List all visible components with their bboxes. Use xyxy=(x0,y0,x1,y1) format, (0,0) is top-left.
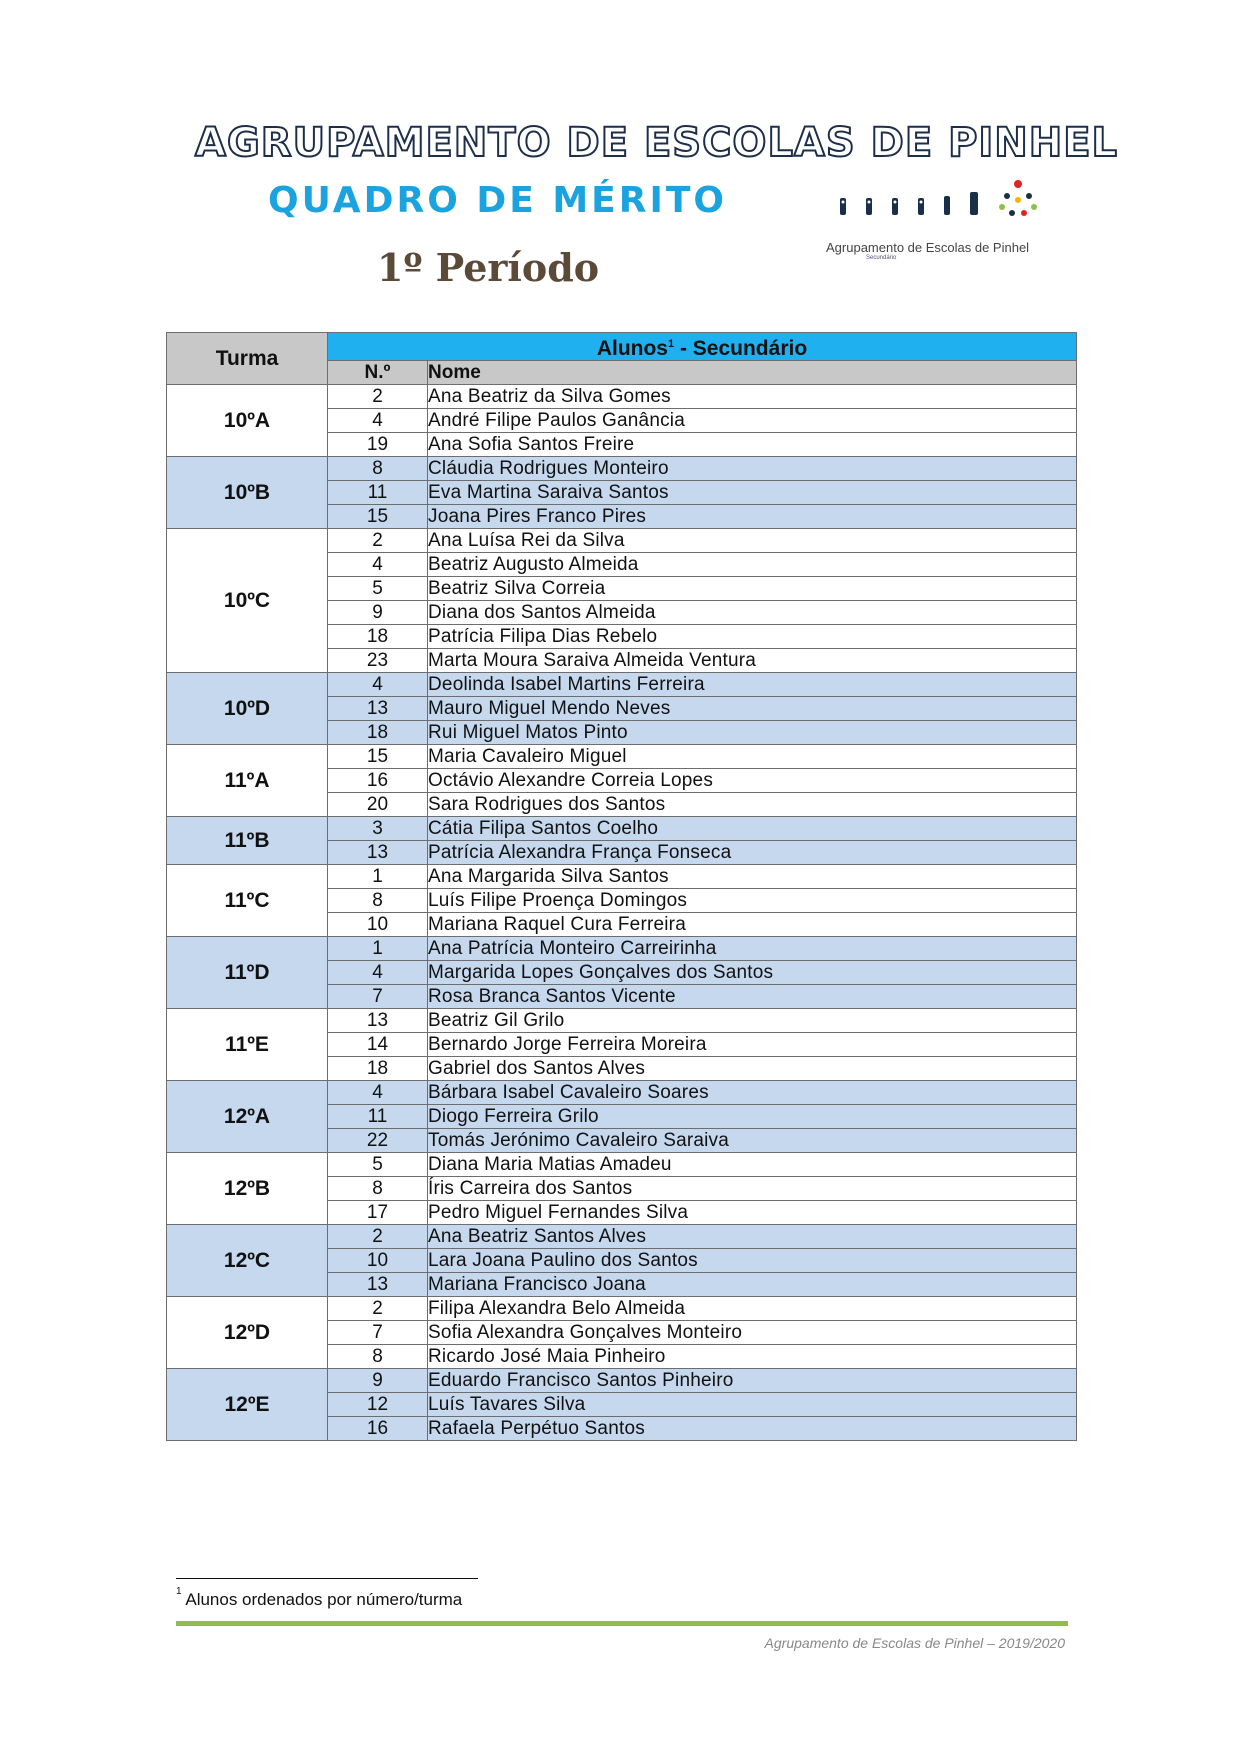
student-name: Sara Rodrigues dos Santos xyxy=(428,793,1077,817)
footnote-number: 1 xyxy=(176,1586,182,1598)
table-row xyxy=(167,1369,1077,1393)
student-name: Beatriz Augusto Almeida xyxy=(428,553,1077,577)
footnote-ref: 1 xyxy=(668,338,675,350)
footer-divider xyxy=(176,1621,1068,1626)
student-number: 13 xyxy=(328,1273,428,1297)
student-name: Luís Tavares Silva xyxy=(428,1393,1077,1417)
student-name: Lara Joana Paulino dos Santos xyxy=(428,1249,1077,1273)
alunos-header-label: Alunos xyxy=(596,337,668,360)
student-name: Rafaela Perpétuo Santos xyxy=(428,1417,1077,1441)
student-name: Gabriel dos Santos Alves xyxy=(428,1057,1077,1081)
student-number: 23 xyxy=(328,649,428,673)
student-name: Patrícia Alexandra França Fonseca xyxy=(428,841,1077,865)
student-number: 2 xyxy=(328,1225,428,1249)
student-number: 16 xyxy=(328,1417,428,1441)
student-number: 13 xyxy=(328,841,428,865)
alunos-header-suffix: - Secundário xyxy=(674,337,808,360)
student-number: 18 xyxy=(328,625,428,649)
student-number: 8 xyxy=(328,1177,428,1201)
student-name: Ana Margarida Silva Santos xyxy=(428,865,1077,889)
student-name: Rui Miguel Matos Pinto xyxy=(428,721,1077,745)
student-name: Bárbara Isabel Cavaleiro Soares xyxy=(428,1081,1077,1105)
student-name: Eduardo Francisco Santos Pinheiro xyxy=(428,1369,1077,1393)
number-header: N.º xyxy=(328,361,428,385)
turma-cell: 10ºD xyxy=(167,673,328,745)
student-name: Pedro Miguel Fernandes Silva xyxy=(428,1201,1077,1225)
table-row xyxy=(167,673,1077,697)
student-name: Maria Cavaleiro Miguel xyxy=(428,745,1077,769)
student-name: Mariana Francisco Joana xyxy=(428,1273,1077,1297)
turma-group xyxy=(167,745,1077,817)
student-number: 4 xyxy=(328,1081,428,1105)
footnote-text: Alunos ordenados por número/turma xyxy=(185,1590,463,1609)
student-number: 7 xyxy=(328,1321,428,1345)
turma-group xyxy=(167,1081,1077,1153)
table-row xyxy=(167,937,1077,961)
student-name: Ana Patrícia Monteiro Carreirinha xyxy=(428,937,1077,961)
student-number: 5 xyxy=(328,1153,428,1177)
student-number: 13 xyxy=(328,1009,428,1033)
table-row xyxy=(167,1081,1077,1105)
logo-subcaption: Secundário xyxy=(866,255,897,261)
student-number: 11 xyxy=(328,1105,428,1129)
student-number: 4 xyxy=(328,673,428,697)
student-number: 15 xyxy=(328,745,428,769)
table-row xyxy=(167,817,1077,841)
student-number: 8 xyxy=(328,1345,428,1369)
turma-group xyxy=(167,1297,1077,1369)
turma-group xyxy=(167,673,1077,745)
turma-group xyxy=(167,1153,1077,1225)
student-number: 9 xyxy=(328,601,428,625)
turma-cell: 10ºB xyxy=(167,457,328,529)
student-name: Ana Luísa Rei da Silva xyxy=(428,529,1077,553)
student-name: Diana dos Santos Almeida xyxy=(428,601,1077,625)
student-name: Ana Beatriz da Silva Gomes xyxy=(428,385,1077,409)
logo-caption: Agrupamento de Escolas de Pinhel xyxy=(826,240,1030,255)
student-number: 8 xyxy=(328,889,428,913)
student-number: 18 xyxy=(328,721,428,745)
student-name: Joana Pires Franco Pires xyxy=(428,505,1077,529)
footnote-divider xyxy=(176,1578,478,1579)
student-name: Octávio Alexandre Correia Lopes xyxy=(428,769,1077,793)
student-number: 18 xyxy=(328,1057,428,1081)
turma-cell: 12ºC xyxy=(167,1225,328,1297)
turma-group xyxy=(167,1369,1077,1441)
student-name: Deolinda Isabel Martins Ferreira xyxy=(428,673,1077,697)
student-number: 17 xyxy=(328,1201,428,1225)
student-number: 22 xyxy=(328,1129,428,1153)
student-number: 2 xyxy=(328,385,428,409)
student-number: 8 xyxy=(328,457,428,481)
turma-cell: 10ºC xyxy=(167,529,328,673)
turma-cell: 11ºD xyxy=(167,937,328,1009)
turma-group xyxy=(167,1225,1077,1297)
student-number: 19 xyxy=(328,433,428,457)
student-number: 10 xyxy=(328,913,428,937)
turma-cell: 12ºE xyxy=(167,1369,328,1441)
student-number: 1 xyxy=(328,937,428,961)
turma-group xyxy=(167,817,1077,865)
turma-cell: 10ºA xyxy=(167,385,328,457)
student-number: 11 xyxy=(328,481,428,505)
student-name: Cátia Filipa Santos Coelho xyxy=(428,817,1077,841)
turma-header: Turma xyxy=(167,333,328,385)
period-title: 1º Período xyxy=(377,245,600,290)
turma-cell: 11ºE xyxy=(167,1009,328,1081)
student-number: 4 xyxy=(328,409,428,433)
student-number: 16 xyxy=(328,769,428,793)
table-row xyxy=(167,385,1077,409)
table-row xyxy=(167,1225,1077,1249)
student-number: 2 xyxy=(328,529,428,553)
alunos-header xyxy=(328,333,1077,361)
student-name: Bernardo Jorge Ferreira Moreira xyxy=(428,1033,1077,1057)
name-header: Nome xyxy=(428,361,1077,385)
student-number: 2 xyxy=(328,1297,428,1321)
student-number: 15 xyxy=(328,505,428,529)
student-name: Diana Maria Matias Amadeu xyxy=(428,1153,1077,1177)
student-number: 20 xyxy=(328,793,428,817)
turma-cell: 11ºC xyxy=(167,865,328,937)
turma-cell: 11ºB xyxy=(167,817,328,865)
merit-table xyxy=(166,332,1077,1441)
student-number: 14 xyxy=(328,1033,428,1057)
student-name: Tomás Jerónimo Cavaleiro Saraiva xyxy=(428,1129,1077,1153)
school-title: AGRUPAMENTO DE ESCOLAS DE PINHEL xyxy=(195,120,1119,166)
table-row xyxy=(167,1297,1077,1321)
student-name: Diogo Ferreira Grilo xyxy=(428,1105,1077,1129)
student-name: Íris Carreira dos Santos xyxy=(428,1177,1077,1201)
student-name: Marta Moura Saraiva Almeida Ventura xyxy=(428,649,1077,673)
student-name: Filipa Alexandra Belo Almeida xyxy=(428,1297,1077,1321)
turma-cell: 12ºB xyxy=(167,1153,328,1225)
turma-group xyxy=(167,529,1077,673)
student-number: 12 xyxy=(328,1393,428,1417)
student-number: 7 xyxy=(328,985,428,1009)
student-name: Sofia Alexandra Gonçalves Monteiro xyxy=(428,1321,1077,1345)
table-row xyxy=(167,865,1077,889)
footer-text: Agrupamento de Escolas de Pinhel – 2019/2020 xyxy=(764,1635,1065,1651)
merit-board-title: QUADRO DE MÉRITO xyxy=(268,180,728,221)
table-row xyxy=(167,457,1077,481)
turma-cell: 12ºD xyxy=(167,1297,328,1369)
student-name: Ana Beatriz Santos Alves xyxy=(428,1225,1077,1249)
student-name: Cláudia Rodrigues Monteiro xyxy=(428,457,1077,481)
turma-group xyxy=(167,865,1077,937)
turma-group xyxy=(167,937,1077,1009)
table-row xyxy=(167,529,1077,553)
student-name: Mariana Raquel Cura Ferreira xyxy=(428,913,1077,937)
turma-cell: 11ºA xyxy=(167,745,328,817)
student-number: 4 xyxy=(328,553,428,577)
table-row xyxy=(167,1009,1077,1033)
student-name: Luís Filipe Proença Domingos xyxy=(428,889,1077,913)
table-row xyxy=(167,745,1077,769)
table-row xyxy=(167,1153,1077,1177)
footnote xyxy=(176,1586,463,1610)
student-number: 5 xyxy=(328,577,428,601)
student-name: Beatriz Silva Correia xyxy=(428,577,1077,601)
student-name: Eva Martina Saraiva Santos xyxy=(428,481,1077,505)
student-number: 9 xyxy=(328,1369,428,1393)
turma-group xyxy=(167,457,1077,529)
student-number: 4 xyxy=(328,961,428,985)
student-name: Beatriz Gil Grilo xyxy=(428,1009,1077,1033)
student-name: Rosa Branca Santos Vicente xyxy=(428,985,1077,1009)
student-name: Ana Sofia Santos Freire xyxy=(428,433,1077,457)
student-name: Mauro Miguel Mendo Neves xyxy=(428,697,1077,721)
student-name: Ricardo José Maia Pinheiro xyxy=(428,1345,1077,1369)
student-number: 10 xyxy=(328,1249,428,1273)
student-number: 1 xyxy=(328,865,428,889)
student-number: 13 xyxy=(328,697,428,721)
turma-group xyxy=(167,385,1077,457)
turma-cell: 12ºA xyxy=(167,1081,328,1153)
student-name: André Filipe Paulos Ganância xyxy=(428,409,1077,433)
student-name: Patrícia Filipa Dias Rebelo xyxy=(428,625,1077,649)
student-name: Margarida Lopes Gonçalves dos Santos xyxy=(428,961,1077,985)
turma-group xyxy=(167,1009,1077,1081)
student-number: 3 xyxy=(328,817,428,841)
